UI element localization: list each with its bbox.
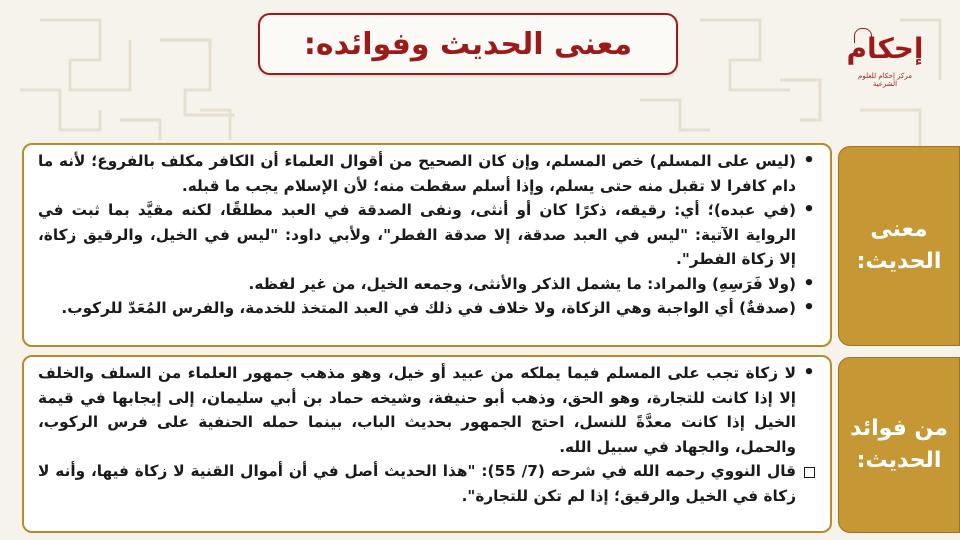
list-item-text: قال النووي رحمه الله في شرحه (7/ 55): "هذا الحديث أصل في أن أموال القنية لا زكاة فيها، وأنه لا زكاة في الخيل والرقيق؛ إذا لم تكن للتجارة". xyxy=(38,462,796,505)
bullet-icon xyxy=(800,198,818,223)
page-title: معنى الحديث وفوائده: xyxy=(303,26,633,62)
list-item xyxy=(38,272,818,297)
list-item-text: (ليس على المسلم) خص المسلم، وإن كان الصحيح من أقوال العلماء أن الكافر مكلف بالفروع؛ لأنه ما دام كافرا لا تقبل منه حتى يسلم، وإذا أسلم سقطت منه؛ لأن الإسلام يجب ما قبله. xyxy=(38,152,796,195)
logo-name: إحكام xyxy=(846,32,924,65)
list-item xyxy=(38,198,818,272)
logo xyxy=(846,22,924,100)
section-label-benefits xyxy=(838,357,960,533)
bullet-icon xyxy=(800,272,818,297)
checkbox-bullet-icon xyxy=(800,459,818,486)
list-item-text: (ولا فَرَسِهِ) والمراد: ما يشمل الذكر والأنثى، وجمعه الخيل، من غير لفظه. xyxy=(248,274,796,293)
meaning-content-box xyxy=(22,143,832,347)
bullet-icon xyxy=(800,149,818,174)
list-item xyxy=(38,459,818,508)
list-item-text: (صدقةٌ) أي الواجبة وهي الزكاة، ولا خلاف في ذلك في العبد المتخذ للخدمة، والفرس المُعَدّ للركوب. xyxy=(61,299,796,317)
section-label-line1: معنى xyxy=(870,217,928,242)
list-item-text: لا زكاة تجب على المسلم فيما يملكه من عبيد أو خيل، وهو مذهب جمهور العلماء من السلف والخلف إلا إذا كانت للتجارة، وهو الحق، وذهب أبو حنيفة، وشيخه حماد بن أبي سليمان، إلى إيجابها في قيمة الخيل إذا كانت معدَّةً للنسل، احتج الجمهور بحديث الباب، بينما حمله الحنفية على فرس الركوب، والحمل، والجهاد في سبيل الله. xyxy=(38,364,796,456)
section-label-line1: من فوائد xyxy=(850,416,948,441)
list-item xyxy=(38,149,818,198)
benefits-content-box xyxy=(22,355,832,533)
list-item-text: (في عبده)؛ أي: رقيقه، ذكرًا كان أو أنثى، ونفى الصدقة في العبد مطلقًا، لكنه مقيَّد بما ثبت في الرواية الآتية: "ليس في العبد صدقة، إلا صدقة الفطر"، ولأبي داود: "ليس في الخيل، والرقيق زكاة، إلا زكاة الفطر". xyxy=(38,201,796,268)
bullet-icon xyxy=(800,361,818,386)
bullet-icon xyxy=(800,296,818,321)
logo-subtitle: مركز إحكام للعلوم الشرعية xyxy=(858,72,912,88)
section-label-line2: الحديث: xyxy=(856,448,942,473)
title-box xyxy=(258,13,678,75)
section-label-line2: الحديث: xyxy=(856,249,942,274)
list-item xyxy=(38,296,818,321)
section-label-meaning xyxy=(838,146,960,346)
list-item xyxy=(38,361,818,459)
